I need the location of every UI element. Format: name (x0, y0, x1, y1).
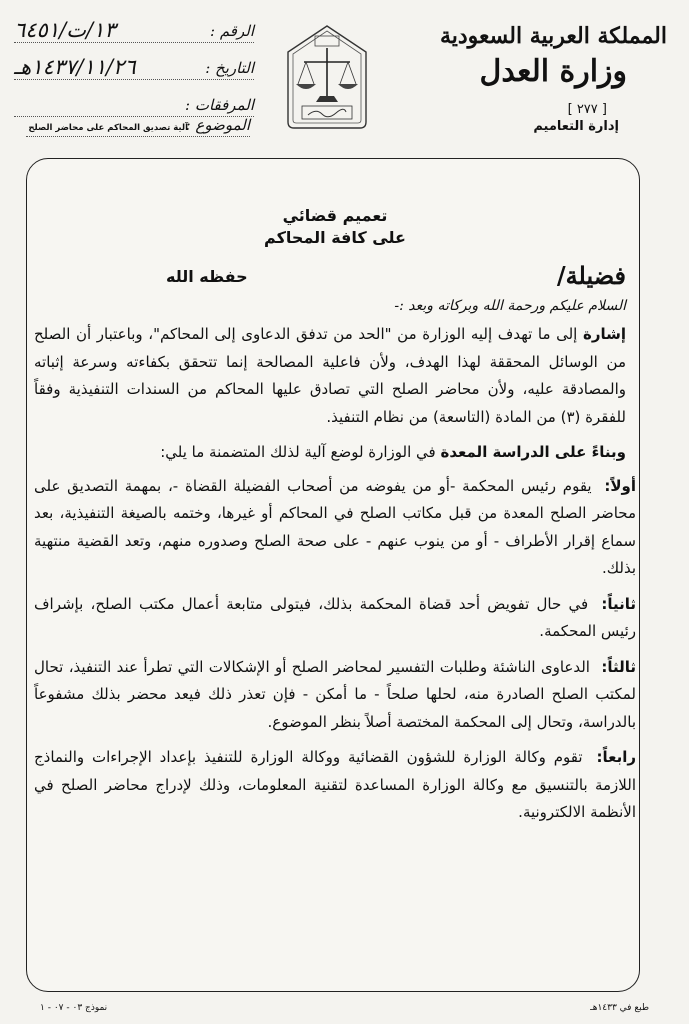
form-code: نموذج ٠٣ - ٠٧ - ١ (40, 1003, 108, 1013)
intro-text: إلى ما تهدف إليه الوزارة من "الحد من تدفق الدعاوى إلى المحاكم"، وباعتبار أن الصلح من الوسائل المحققة لهذا الهدف، ولأن فاعلية المصالحة إنما تتحقق بكفاءته وسرعة إثباته والمصادقة عليه، ولأن محاضر الصلح التي تصادق عليها المحاكم من السندات التنفيذية وفقاً للفقرة (٣) من المادة (التاسعة) من نظام التنفيذ. (34, 325, 626, 426)
study-lead: وبناءً على الدراسة المعدة (440, 443, 626, 461)
kingdom-name: المملكة العربية السعودية (439, 23, 667, 49)
item-text: تقوم وكالة الوزارة للشؤون القضائية ووكالة الوزارة للتنفيذ بإعداد الإجراءات والنماذج اللازمة بالتنسيق مع وكالة الوزارة المساعدة لتقنية المعلومات، وذلك لإدراج محاضر الصلح في الأنظمة الالكترونية. (34, 748, 636, 821)
circular-number: [ ٢٧٧ ] (567, 102, 607, 117)
department-name: إدارة التعاميم (533, 119, 619, 134)
intro-paragraph (34, 321, 626, 431)
number-value: ١٣/ت/٦٤٥١ (14, 18, 116, 42)
study-text: في الوزارة لوضع آلية لذلك المتضمنة ما يلي: (160, 443, 436, 461)
title-line-1: تعميم قضائي (282, 206, 388, 225)
salutation-end: حفظه الله (166, 267, 248, 286)
title-line-2: على كافة المحاكم (264, 228, 406, 247)
list-item (34, 654, 636, 737)
greeting: السلام عليكم ورحمة الله وبركاته وبعد :- (394, 298, 626, 314)
item-label: ثالثاً: (601, 657, 636, 676)
circular-title (34, 205, 636, 249)
item-label: رابعاً: (596, 748, 636, 766)
letterhead-right (437, 22, 667, 134)
item-label: ثانياً: (601, 594, 636, 613)
salutation-row (34, 261, 636, 295)
study-paragraph (34, 439, 626, 467)
intro-lead: إشارة (582, 325, 626, 343)
date-value: ١٤٣٧/١١/٢٦هـ (14, 55, 136, 79)
subject-value: آلية تصديق المحاكم على محاضر الصلح (28, 123, 188, 133)
number-row (14, 14, 254, 43)
attachments-row (14, 88, 254, 117)
list-item (34, 591, 636, 646)
letterhead-left (14, 14, 254, 125)
item-text: يقوم رئيس المحكمة -أو من يفوضه من أصحاب الفضيلة القضاة -، بمهمة التصديق على محاضر الصلح المعدة من قبل مكاتب الصلح في المحاكم أو غيرها، وختمه بالصيغة التنفيذية، بعد سماع إقرار الأطراف - أو من ينوب عنهم - على صحة الصلح وصدوره منهم، وتعد القضية منتهية بذلك. (34, 476, 636, 577)
attachments-label: المرفقات : (185, 96, 254, 114)
date-row (14, 51, 254, 80)
list-item (34, 744, 636, 827)
item-text: في حال تفويض أحد قضاة المحكمة بذلك، فيتولى متابعة أعمال مكتب الصلح، بإشراف رئيس المحكمة. (34, 594, 636, 640)
item-text: الدعاوى الناشئة وطلبات التفسير لمحاضر الصلح أو الإشكالات التي تطرأ عند التنفيذ، تحال لمكتب الصلح الصادرة منه، لحلها صلحاً - ما أمكن - فإن تعذر ذلك فيعد محضر بذلك مشفوعاً بالدراسة، وتحال إلى المحكمة المختصة أصلاً بنظر الموضوع. (34, 657, 636, 731)
print-note: طبع في ١٤٣٣هـ (590, 1003, 649, 1013)
list-item (34, 473, 636, 583)
number-label: الرقم : (210, 22, 254, 40)
ministry-name: وزارة العدل (479, 54, 627, 89)
item-label: أولاً: (604, 476, 636, 495)
ministry-emblem-icon (282, 22, 372, 132)
subject-label: الموضوع : (185, 116, 250, 134)
subject-row (26, 118, 250, 137)
date-label: التاريخ : (205, 59, 254, 77)
circular-body (34, 205, 636, 827)
salutation: فضيلة/ (556, 261, 626, 290)
